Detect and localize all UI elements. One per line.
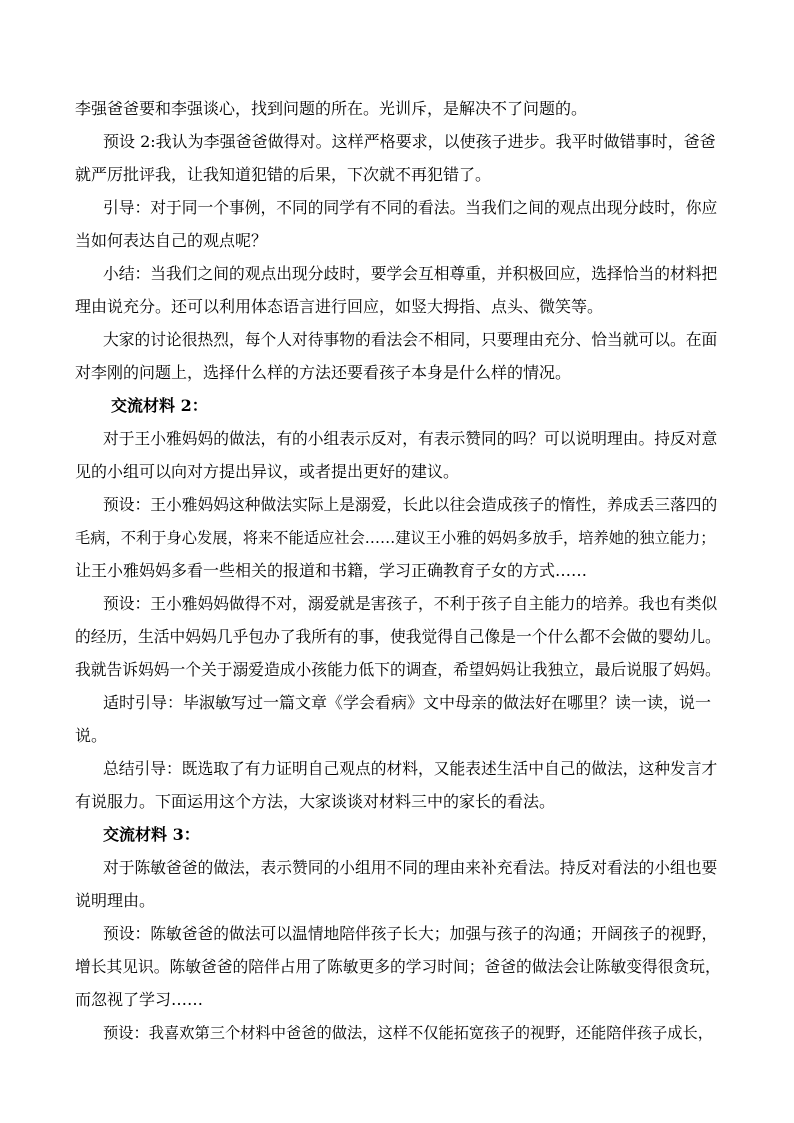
section-heading: 交流材料 3： <box>103 825 200 844</box>
text-line: 说明理由。 <box>75 891 156 910</box>
text-line: 李强爸爸要和李强谈心，找到问题的所在。光训斥，是解决不了问题的。 <box>75 99 588 118</box>
text-line: 小结：当我们之间的观点出现分歧时，要学会互相尊重，并积极回应，选择恰当的材料把 <box>103 264 718 283</box>
text-line: 预设：陈敏爸爸的做法可以温情地陪伴孩子长大；加强与孩子的沟通；开阔孩子的视野， <box>103 924 718 943</box>
text-line: 当如何表达自己的观点呢？ <box>75 231 268 250</box>
text-line: 预设 2:我认为李强爸爸做得对。这样严格要求，以使孩子进步。我平时做错事时，爸爸 <box>103 132 716 151</box>
text-line: 见的小组可以向对方提出异议，或者提出更好的建议。 <box>75 462 460 481</box>
text-line: 增长其见识。陈敏爸爸的陪伴占用了陈敏更多的学习时间；爸爸的做法会让陈敏变得很贪玩， <box>75 957 721 976</box>
text-line: 对于王小雅妈妈的做法，有的小组表示反对，有表示赞同的吗？可以说明理由。持反对意 <box>103 429 718 448</box>
text-line: 说。 <box>75 726 108 745</box>
text-line: 预设：王小雅妈妈做得不对，溺爱就是害孩子，不利于孩子自主能力的培养。我也有类似 <box>103 594 718 613</box>
text-line: 引导：对于同一个事例，不同的同学有不同的看法。当我们之间的观点出现分歧时，你应 <box>103 198 718 217</box>
text-line: 理由说充分。还可以利用体态语言进行回应，如竖大拇指、点头、微笑等。 <box>75 297 604 316</box>
text-line: 大家的讨论很热烈，每个人对待事物的看法会不相同，只要理由充分、恰当就可以。在面 <box>103 330 718 349</box>
text-line: 而忽视了学习…… <box>75 990 204 1009</box>
text-line: 的经历，生活中妈妈几乎包办了我所有的事，使我觉得自己像是一个什么都不会做的婴幼儿。 <box>75 627 721 646</box>
text-line: 有说服力。下面运用这个方法，大家谈谈对材料三中的家长的看法。 <box>75 792 556 811</box>
text-line: 对于陈敏爸爸的做法，表示赞同的小组用不同的理由来补充看法。持反对看法的小组也要 <box>103 858 718 877</box>
section-heading: 交流材料 2： <box>111 396 208 415</box>
text-line: 毛病，不利于身心发展，将来不能适应社会……建议王小雅的妈妈多放手，培养她的独立能力； <box>75 529 716 547</box>
text-line: 适时引导：毕淑敏写过一篇文章《学会看病》文中母亲的做法好在哪里？读一读，说一 <box>103 693 712 712</box>
text-line: 对李刚的问题上，选择什么样的方法还要看孩子本身是什么样的情况。 <box>75 363 572 382</box>
text-line: 我就告诉妈妈一个关于溺爱造成小孩能力低下的调查，希望妈妈让我独立，最后说服了妈妈。 <box>75 660 721 679</box>
text-line: 就严厉批评我，让我知道犯错的后果，下次就不再犯错了。 <box>75 165 492 184</box>
text-line: 预设：王小雅妈妈这种做法实际上是溺爱，长此以往会造成孩子的惰性，养成丢三落四的 <box>103 495 718 514</box>
text-line: 让王小雅妈妈多看一些相关的报道和书籍，学习正确教育子女的方式…… <box>75 561 588 580</box>
text-line: 预设：我喜欢第三个材料中爸爸的做法，这样不仅能拓宽孩子的视野，还能陪伴孩子成长， <box>103 1024 713 1042</box>
text-line: 总结引导：既选取了有力证明自己观点的材料，又能表述生活中自己的做法，这种发言才 <box>103 759 718 778</box>
